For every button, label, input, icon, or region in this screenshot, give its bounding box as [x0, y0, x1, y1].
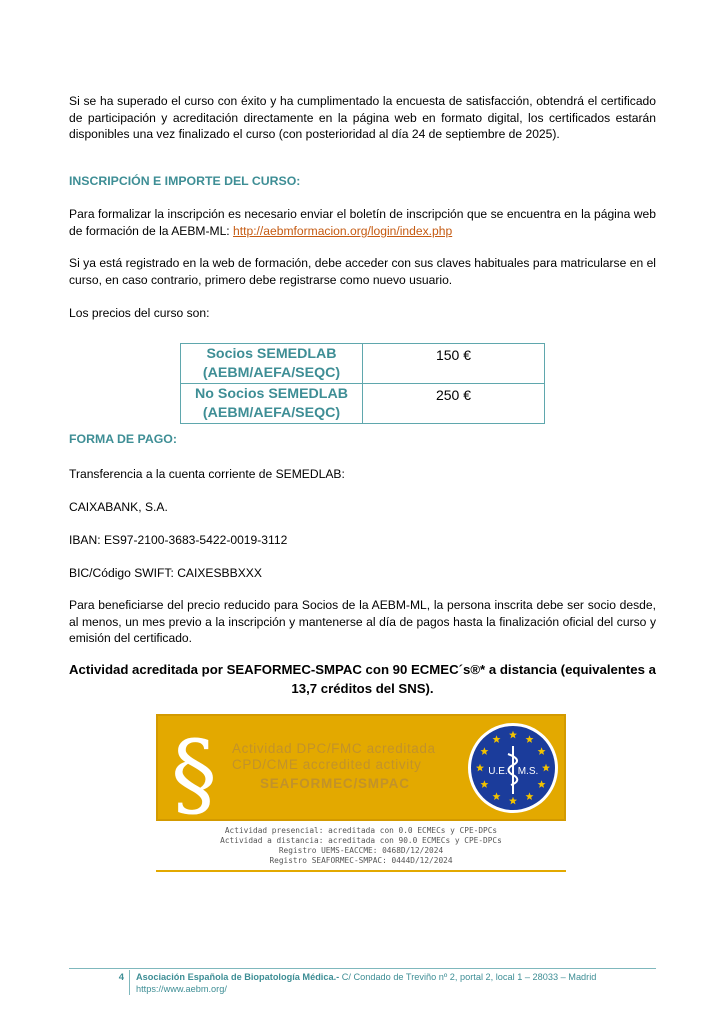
accreditation-statement [69, 661, 656, 698]
fine-line4: Registro SEAFORMEC-SMPAC: 0444D/12/2024 [269, 856, 453, 865]
member-type-line1: Socios SEMEDLAB [206, 346, 337, 362]
member-type-line2: (AEBM/AEFA/SEQC) [202, 365, 341, 381]
member-type-cell [181, 384, 363, 424]
svg-text:§: § [171, 721, 217, 818]
badge-text [232, 741, 436, 792]
member-type-line1: No Socios SEMEDLAB [195, 386, 348, 402]
reduced-price-paragraph: Para beneficiarse del precio reducido para Socios de la AEBM-ML, la persona inscrita debe ser socio desde, al menos, un mes previo a la inscripción y mantenerse al día de pagos hasta la finalización oficial del curso y emisión del certificado. [69, 598, 656, 646]
fine-line1: Actividad presencial: acreditada con 0.0 ECMECs y CPE-DPCs [224, 826, 498, 835]
footer [136, 971, 596, 995]
registration-link[interactable]: http://aebmformacion.org/login/index.php [233, 223, 453, 238]
footer-address: C/ Condado de Treviño nº 2, portal 2, local 1 – 28033 – Madrid [339, 972, 597, 982]
registration-paragraph: Si ya está registrado en la web de formación, debe acceder con sus claves habituales para matricularse en el curso, en caso contrario, primero debe registrarse como nuevo usuario. [69, 256, 656, 287]
transfer-line: Transferencia a la cuenta corriente de SEMEDLAB: [69, 467, 345, 481]
badge-bottom-rule [156, 870, 566, 872]
table-row [181, 344, 545, 384]
price-cell: 250 € [363, 384, 545, 424]
badge-line1: Actividad DPC/FMC acreditada [232, 741, 436, 756]
prices-table [180, 343, 545, 424]
badge-org: SEAFORMEC/SMPAC [260, 776, 410, 791]
badge-line2: CPD/CME accredited activity [232, 757, 422, 772]
footer-url[interactable]: https://www.aebm.org/ [136, 984, 227, 994]
uems-left-text: U.E. [488, 766, 508, 777]
table-row [181, 384, 545, 424]
footer-separator [129, 970, 130, 995]
price-cell: 150 € [363, 344, 545, 384]
accreditation-badge [156, 714, 566, 821]
inscripcion-heading: INSCRIPCIÓN E IMPORTE DEL CURSO: [69, 174, 301, 188]
accreditation-line1: Actividad acreditada por SEAFORMEC-SMPAC con 90 ECMEC´s®* a distancia (equivalentes a [69, 662, 656, 677]
bic-code: BIC/Código SWIFT: CAIXESBBXXX [69, 566, 262, 580]
inscripcion-text: Para formalizar la inscripción es necesario enviar el boletín de inscripción que se encuentra en la página web de formación de la AEBM-ML: [69, 207, 656, 238]
badge-fine-print [156, 826, 566, 866]
footer-org: Asociación Española de Biopatología Médica.- [136, 972, 340, 982]
member-type-cell [181, 344, 363, 384]
accreditation-line2: 13,7 créditos del SNS). [291, 680, 434, 696]
fine-line2: Actividad a distancia: acreditada con 90.0 ECMECs y CPE-DPCs [220, 836, 502, 845]
fine-line3: Registro UEMS-EACCME: 0468D/12/2024 [278, 846, 444, 855]
iban: IBAN: ES97-2100-3683-5422-0019-3112 [69, 533, 288, 547]
member-type-line2: (AEBM/AEFA/SEQC) [202, 405, 341, 421]
inscripcion-paragraph [69, 206, 656, 239]
pago-heading: FORMA DE PAGO: [69, 432, 177, 446]
uems-right-text: M.S. [517, 766, 539, 777]
page-number: 4 [118, 972, 124, 983]
prices-intro: Los precios del curso son: [69, 306, 210, 320]
section-sign-icon [166, 718, 222, 818]
bank-name: CAIXABANK, S.A. [69, 500, 168, 514]
uems-logo [467, 722, 559, 814]
footer-rule [69, 968, 656, 969]
certificate-paragraph: Si se ha superado el curso con éxito y ha cumplimentado la encuesta de satisfacción, obtendrá el certificado de participación y acreditación directamente en la página web en formato digital, los certificados estarán disponibles una vez finalizado el curso (con posterioridad al día 24 de septiembre de 2025). [69, 94, 656, 142]
